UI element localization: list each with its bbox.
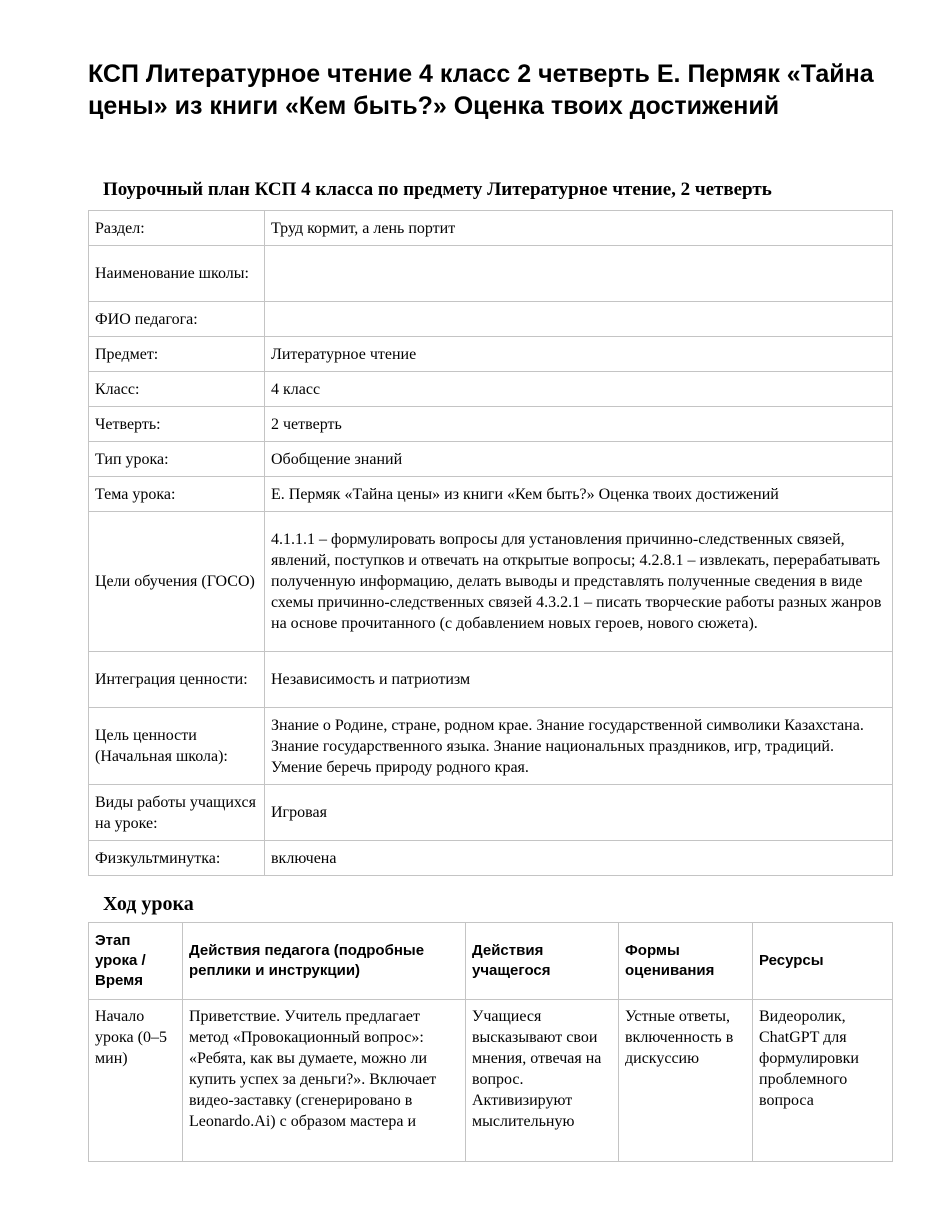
row-label-quarter: Четверть: bbox=[89, 407, 265, 442]
table-row bbox=[89, 337, 893, 372]
table-header-row bbox=[89, 923, 893, 1000]
cell-resources: Видеоролик, ChatGPT для формулировки проблемного вопроса bbox=[753, 1000, 893, 1162]
column-header-teacher-actions: Действия педагога (подробные реплики и инструкции) bbox=[183, 923, 466, 1000]
plan-subtitle: Поурочный план КСП 4 класса по предмету Литературное чтение, 2 четверть bbox=[103, 179, 772, 200]
table-row bbox=[89, 442, 893, 477]
row-label-school: Наименование школы: bbox=[89, 246, 265, 302]
row-label-section: Раздел: bbox=[89, 211, 265, 246]
column-header-assessment: Формы оценивания bbox=[619, 923, 753, 1000]
row-value-quarter: 2 четверть bbox=[265, 407, 893, 442]
cell-teacher-actions: Приветствие. Учитель предлагает метод «Провокационный вопрос»: «Ребята, как вы думаете, можно ли купить успех за деньги?». Включает видео-заставку (сгенерировано в Leonardo.Ai) с образом мастера и bbox=[183, 1000, 466, 1162]
lesson-info-table bbox=[88, 210, 893, 876]
row-label-work-types: Виды работы учащихся на уроке: bbox=[89, 785, 265, 841]
table-row bbox=[89, 512, 893, 652]
row-value-work-types: Игровая bbox=[265, 785, 893, 841]
column-header-resources: Ресурсы bbox=[753, 923, 893, 1000]
row-label-exercise-break: Физкультминутка: bbox=[89, 841, 265, 876]
row-label-values-integration: Интеграция ценности: bbox=[89, 652, 265, 708]
table-row bbox=[89, 477, 893, 512]
row-value-grade: 4 класс bbox=[265, 372, 893, 407]
row-label-learning-goals: Цели обучения (ГОСО) bbox=[89, 512, 265, 652]
row-value-value-goal: Знание о Родине, стране, родном крае. Знание государственной символики Казахстана. Знание государственного языка. Знание национальных праздников, игр, традиций. Умение беречь природу родного края. bbox=[265, 708, 893, 785]
table-row bbox=[89, 785, 893, 841]
table-row bbox=[89, 841, 893, 876]
table-row bbox=[89, 302, 893, 337]
row-value-school bbox=[265, 246, 893, 302]
row-value-subject: Литературное чтение bbox=[265, 337, 893, 372]
row-value-learning-goals: 4.1.1.1 – формулировать вопросы для установления причинно-следственных связей, явлений, поступков и отвечать на открытые вопросы; 4.2.8.1 – извлекать, перерабатывать полученную информацию, делать выводы и представлять полученные сведения в виде схемы причинно-следственных связей 4.3.2.1 – писать творческие работы разных жанров на основе прочитанного (с добавлением новых героев, нового сюжета). bbox=[265, 512, 893, 652]
row-value-teacher bbox=[265, 302, 893, 337]
table-row bbox=[89, 708, 893, 785]
row-value-exercise-break: включена bbox=[265, 841, 893, 876]
document-title: КСП Литературное чтение 4 класс 2 четверть Е. Пермяк «Тайна цены» из книги «Кем быть?» Оценка твоих достижений bbox=[88, 60, 874, 120]
cell-stage: Начало урока (0–5 мин) bbox=[89, 1000, 183, 1162]
row-label-lesson-type: Тип урока: bbox=[89, 442, 265, 477]
cell-assessment: Устные ответы, включенность в дискуссию bbox=[619, 1000, 753, 1162]
table-row bbox=[89, 652, 893, 708]
table-row bbox=[89, 372, 893, 407]
row-value-section: Труд кормит, а лень портит bbox=[265, 211, 893, 246]
table-row bbox=[89, 407, 893, 442]
column-header-student-actions: Действия учащегося bbox=[466, 923, 619, 1000]
table-row bbox=[89, 211, 893, 246]
table-row bbox=[89, 1000, 893, 1162]
lesson-flow-heading: Ход урока bbox=[103, 893, 194, 915]
row-value-topic: Е. Пермяк «Тайна цены» из книги «Кем быть?» Оценка твоих достижений bbox=[265, 477, 893, 512]
row-value-values-integration: Независимость и патриотизм bbox=[265, 652, 893, 708]
row-label-topic: Тема урока: bbox=[89, 477, 265, 512]
cell-student-actions: Учащиеся высказывают свои мнения, отвечая на вопрос. Активизируют мыслительную bbox=[466, 1000, 619, 1162]
row-label-grade: Класс: bbox=[89, 372, 265, 407]
row-value-lesson-type: Обобщение знаний bbox=[265, 442, 893, 477]
row-label-subject: Предмет: bbox=[89, 337, 265, 372]
row-label-teacher: ФИО педагога: bbox=[89, 302, 265, 337]
column-header-stage: Этап урока / Время bbox=[89, 923, 183, 1000]
table-row bbox=[89, 246, 893, 302]
row-label-value-goal: Цель ценности (Начальная школа): bbox=[89, 708, 265, 785]
lesson-flow-table bbox=[88, 922, 893, 1162]
